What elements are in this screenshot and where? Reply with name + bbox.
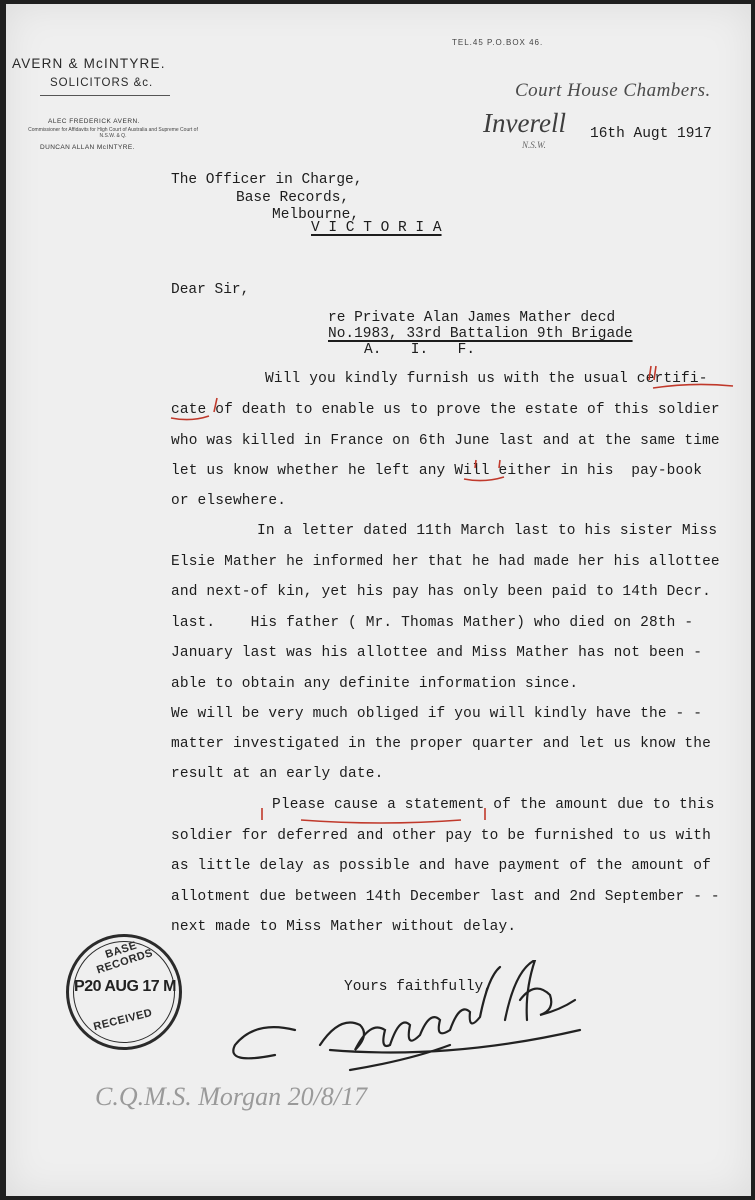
body-line: Please cause a statement of the amount due to this	[272, 797, 715, 813]
body-line: and next-of kin, yet his pay has only been paid to 14th Decr.	[171, 584, 711, 600]
stamp-top-text: BASE RECORDS	[95, 939, 155, 977]
letter-date: 16th Augt 1917	[590, 126, 712, 142]
firm-subtitle: SOLICITORS &c.	[50, 77, 154, 89]
body-line: We will be very much obliged if you will kindly have the - -	[171, 706, 703, 722]
firm-name: AVERN & McINTYRE.	[12, 56, 166, 71]
partner-name-2: DUNCAN ALLAN McINTYRE.	[40, 144, 135, 151]
signature	[220, 960, 600, 1080]
body-line: January last was his allottee and Miss Mather has not been -	[171, 645, 703, 661]
body-line: result at an early date.	[171, 766, 384, 782]
body-line: able to obtain any definite information since.	[171, 676, 579, 692]
body-line: soldier for deferred and other pay to be furnished to us with	[171, 828, 711, 844]
subject-line-2: No.1983, 33rd Battalion 9th Brigade	[328, 326, 633, 342]
closing: Yours faithfully,	[344, 979, 492, 995]
stamp-date: P20 AUG 17 M	[74, 978, 176, 995]
pencil-annotation: C.Q.M.S. Morgan 20/8/17	[95, 1082, 368, 1111]
body-line: In a letter dated 11th March last to his sister Miss	[257, 523, 718, 539]
salutation: Dear Sir,	[171, 282, 250, 298]
chambers-address: Court House Chambers.	[515, 80, 711, 101]
subject-line-1: re Private Alan James Mather decd	[328, 310, 616, 326]
recipient-line-4: V I C T O R I A	[311, 220, 442, 236]
body-line: or elsewhere.	[171, 493, 287, 509]
body-line: as little delay as possible and have payment of the amount of	[171, 858, 711, 874]
body-line: Will you kindly furnish us with the usual certifi-	[265, 371, 708, 387]
recipient-line-1: The Officer in Charge,	[171, 172, 363, 188]
partner-description: Commissioner for Affidavits for High Court of Australia and Supreme Court of N.S.W. & Q.	[28, 127, 198, 139]
body-line: allotment due between 14th December last and 2nd September - -	[171, 889, 720, 905]
partner-name-1: ALEC FREDERICK AVERN.	[48, 118, 141, 125]
recipient-line-3: Melbourne,	[272, 207, 360, 223]
body-line: let us know whether he left any Will either in his pay-book	[171, 463, 703, 479]
body-line: Elsie Mather he informed her that he had made her his allottee	[171, 554, 720, 570]
subject-line-3: A. I. F.	[364, 342, 476, 358]
state-abbrev: N.S.W.	[522, 140, 546, 150]
body-line: next made to Miss Mather without delay.	[171, 919, 517, 935]
body-line: who was killed in France on 6th June last and at the same time	[171, 433, 720, 449]
recipient-line-2: Base Records,	[236, 190, 350, 206]
body-line: cate of death to enable us to prove the estate of this soldier	[171, 402, 720, 418]
body-line: last. His father ( Mr. Thomas Mather) who died on 28th -	[171, 615, 694, 631]
town-name: Inverell	[483, 108, 566, 138]
stamp-bottom-text: RECEIVED	[92, 1006, 154, 1034]
telephone-box: TEL.45 P.O.BOX 46.	[452, 38, 544, 47]
body-line: matter investigated in the proper quarter and let us know the	[171, 736, 711, 752]
